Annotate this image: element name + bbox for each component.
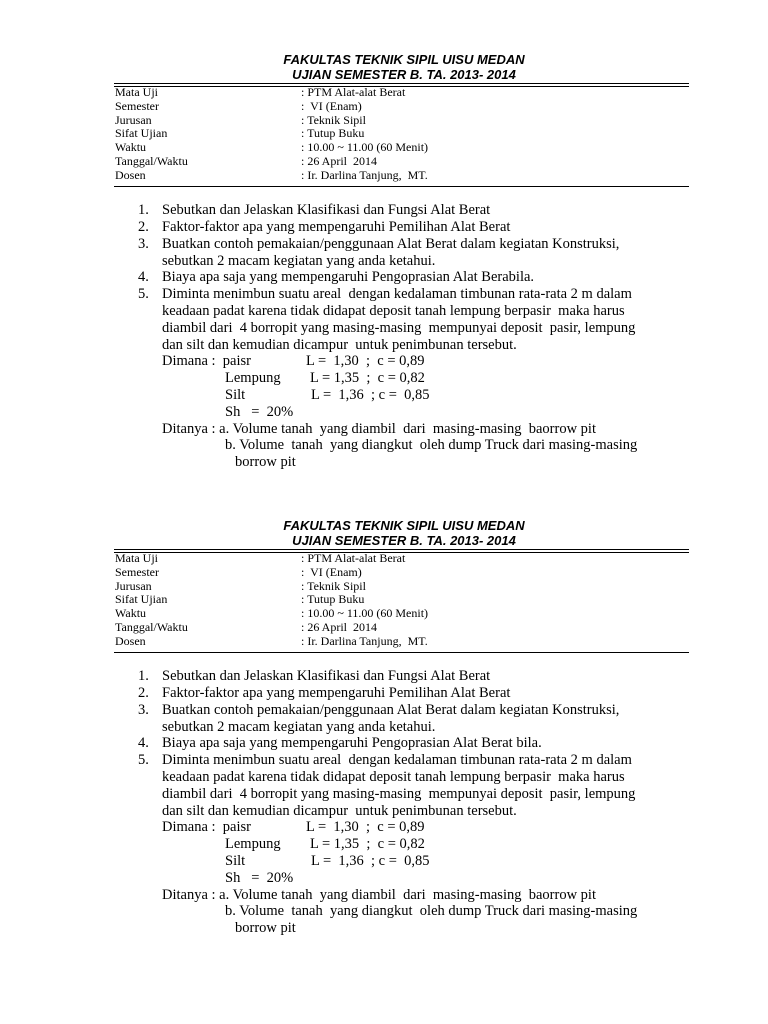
question-text: Biaya apa saja yang mempengaruhi Pengoprasian Alat Berabila. xyxy=(162,269,535,285)
question-number: 3. xyxy=(138,236,149,252)
question-text: Ditanya : a. Volume tanah yang diambil dari masing-masing baorrow pit xyxy=(162,421,596,437)
question-number: 2. xyxy=(138,685,149,701)
info-label: Tanggal/Waktu xyxy=(115,153,188,168)
material-value: L = 1,35 ; c = 0,82 xyxy=(310,370,425,386)
info-value: : Tutup Buku xyxy=(301,592,365,607)
dimana-label: Dimana : paisr xyxy=(162,353,251,369)
header-rule xyxy=(114,83,689,84)
question-text: b. Volume tanah yang diangkut oleh dump Truck dari masing-masing xyxy=(225,437,638,453)
header-rule xyxy=(114,549,689,550)
info-value: : Teknik Sipil xyxy=(301,578,366,593)
info-row xyxy=(115,593,685,607)
question-text: b. Volume tanah yang diangkut oleh dump Truck dari masing-masing xyxy=(225,903,638,919)
info-label: Jurusan xyxy=(115,578,152,593)
question-number: 2. xyxy=(138,219,149,235)
material-label: Lempung xyxy=(225,370,281,386)
info-row xyxy=(115,621,685,635)
question-text: keadaan padat karena tidak didapat deposit tanah lempung berpasir maka harus xyxy=(162,303,625,319)
material-label: Silt xyxy=(225,853,246,869)
question-text: keadaan padat karena tidak didapat deposit tanah lempung berpasir maka harus xyxy=(162,769,625,785)
info-label: Sifat Ujian xyxy=(115,126,168,141)
question-text: borrow pit xyxy=(235,454,296,470)
info-value: : 26 April 2014 xyxy=(301,619,378,634)
info-value: : PTM Alat-alat Berat xyxy=(301,551,406,565)
info-row xyxy=(115,141,685,155)
question-text: Diminta menimbun suatu areal dengan kedalaman timbunan rata-rata 2 m dalam xyxy=(162,752,632,768)
question-text: Faktor-faktor apa yang mempengaruhi Pemilihan Alat Berat xyxy=(162,685,511,701)
info-value: : 10.00 ~ 11.00 (60 Menit) xyxy=(301,140,429,155)
material-value: L = 1,36 ; c = 0,85 xyxy=(311,853,430,869)
info-label: Jurusan xyxy=(115,112,152,127)
info-row xyxy=(115,169,685,183)
question-text: diambil dari 4 borropit yang masing-masing mempunyai deposit pasir, lempung xyxy=(162,786,636,802)
faculty-title: FAKULTAS TEKNIK SIPIL UISU MEDAN xyxy=(283,52,525,67)
shrinkage-value: Sh = 20% xyxy=(225,870,294,886)
info-value: : Ir. Darlina Tanjung, MT. xyxy=(301,167,428,182)
question-number: 1. xyxy=(138,202,149,218)
info-value: : VI (Enam) xyxy=(301,564,362,579)
info-bottom-rule xyxy=(114,186,689,187)
info-label: Semester xyxy=(115,564,159,579)
question-text: Ditanya : a. Volume tanah yang diambil dari masing-masing baorrow pit xyxy=(162,887,596,903)
question-number: 1. xyxy=(138,668,149,684)
question-text: Buatkan contoh pemakaian/penggunaan Alat Berat dalam kegiatan Konstruksi, xyxy=(162,702,620,718)
info-row xyxy=(115,580,685,594)
question-text: diambil dari 4 borropit yang masing-masing mempunyai deposit pasir, lempung xyxy=(162,320,636,336)
exam-sheet xyxy=(0,48,768,518)
info-row xyxy=(115,635,685,649)
question-text: Faktor-faktor apa yang mempengaruhi Pemilihan Alat Berat xyxy=(162,219,511,235)
info-row xyxy=(115,607,685,621)
info-value: : 26 April 2014 xyxy=(301,153,378,168)
material-label: Lempung xyxy=(225,836,281,852)
material-label: Silt xyxy=(225,387,246,403)
info-value: : VI (Enam) xyxy=(301,98,362,113)
info-row xyxy=(115,114,685,128)
question-text: Biaya apa saja yang mempengaruhi Pengoprasian Alat Berat bila. xyxy=(162,735,542,751)
exam-info-table xyxy=(115,86,685,183)
question-number: 4. xyxy=(138,269,149,285)
info-label: Dosen xyxy=(115,633,146,648)
faculty-title: FAKULTAS TEKNIK SIPIL UISU MEDAN xyxy=(283,518,525,533)
question-number: 5. xyxy=(138,286,149,302)
info-row xyxy=(115,552,685,566)
info-row xyxy=(115,566,685,580)
question-text: dan silt dan kemudian dicampur untuk penimbunan tersebut. xyxy=(162,337,517,353)
exam-info-table xyxy=(115,552,685,649)
info-value: : PTM Alat-alat Berat xyxy=(301,85,406,99)
question-text: borrow pit xyxy=(235,920,296,936)
info-label: Tanggal/Waktu xyxy=(115,619,188,634)
info-row xyxy=(115,127,685,141)
info-label: Mata Uji xyxy=(115,551,158,565)
info-value: : Teknik Sipil xyxy=(301,112,366,127)
info-bottom-rule xyxy=(114,652,689,653)
material-value: L = 1,35 ; c = 0,82 xyxy=(310,836,425,852)
exam-sheet xyxy=(0,514,768,984)
info-label: Sifat Ujian xyxy=(115,592,168,607)
question-text: Diminta menimbun suatu areal dengan kedalaman timbunan rata-rata 2 m dalam xyxy=(162,286,632,302)
info-label: Waktu xyxy=(115,606,147,621)
question-number: 4. xyxy=(138,735,149,751)
question-text: dan silt dan kemudian dicampur untuk penimbunan tersebut. xyxy=(162,803,517,819)
question-text: Sebutkan dan Jelaskan Klasifikasi dan Fungsi Alat Berat xyxy=(162,202,491,218)
info-value: : Ir. Darlina Tanjung, MT. xyxy=(301,633,428,648)
info-row xyxy=(115,155,685,169)
info-value: : 10.00 ~ 11.00 (60 Menit) xyxy=(301,606,429,621)
dimana-label: Dimana : paisr xyxy=(162,819,251,835)
info-value: : Tutup Buku xyxy=(301,126,365,141)
question-number: 5. xyxy=(138,752,149,768)
info-label: Dosen xyxy=(115,167,146,182)
exam-subtitle: UJIAN SEMESTER B. TA. 2013- 2014 xyxy=(292,67,516,82)
exam-subtitle: UJIAN SEMESTER B. TA. 2013- 2014 xyxy=(292,533,516,548)
material-value: L = 1,36 ; c = 0,85 xyxy=(311,387,430,403)
info-row xyxy=(115,86,685,100)
info-label: Mata Uji xyxy=(115,85,158,99)
info-row xyxy=(115,100,685,114)
info-label: Waktu xyxy=(115,140,147,155)
material-value: L = 1,30 ; c = 0,89 xyxy=(306,819,425,835)
question-text: Sebutkan dan Jelaskan Klasifikasi dan Fungsi Alat Berat xyxy=(162,668,491,684)
shrinkage-value: Sh = 20% xyxy=(225,404,294,420)
question-number: 3. xyxy=(138,702,149,718)
question-text: sebutkan 2 macam kegiatan yang anda ketahui. xyxy=(162,719,436,735)
info-label: Semester xyxy=(115,98,159,113)
material-value: L = 1,30 ; c = 0,89 xyxy=(306,353,425,369)
question-text: Buatkan contoh pemakaian/penggunaan Alat Berat dalam kegiatan Konstruksi, xyxy=(162,236,620,252)
question-text: sebutkan 2 macam kegiatan yang anda ketahui. xyxy=(162,253,436,269)
